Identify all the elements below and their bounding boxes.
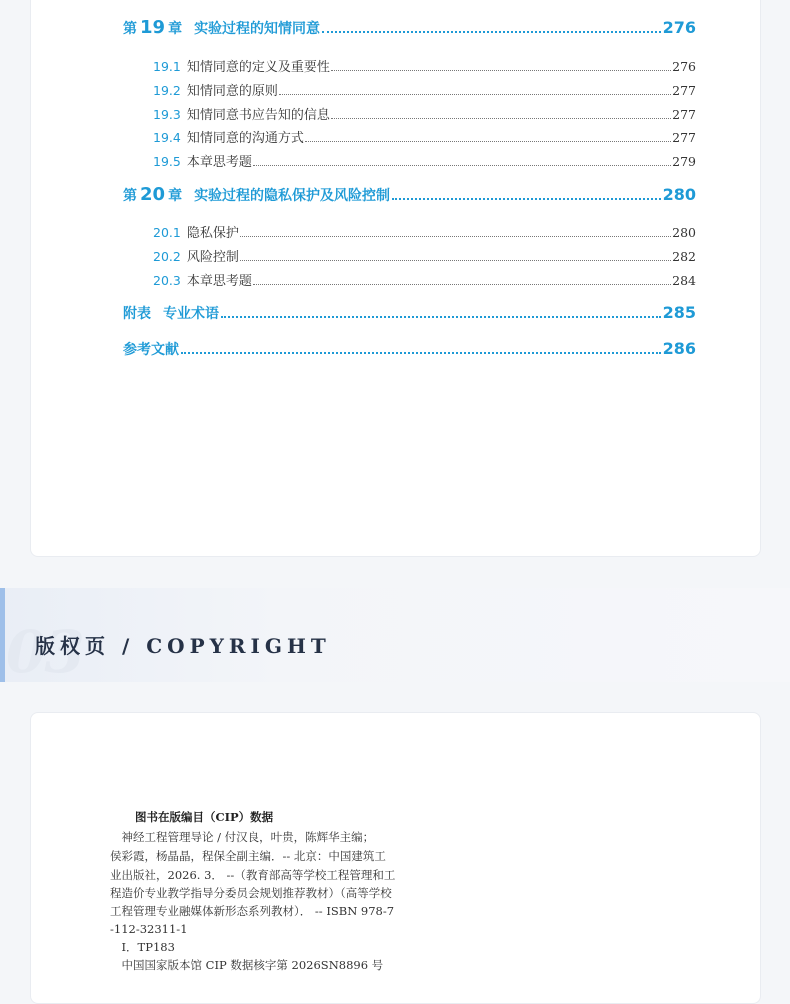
appendix-label: 附表 <box>123 306 151 322</box>
cip-heading: 图书在版编目（CIP）数据 <box>135 810 274 824</box>
appendix-title: 专业术语 <box>163 306 219 322</box>
chapter-suffix: 章 <box>168 21 183 37</box>
dot-leader <box>240 236 671 237</box>
section-title: 知情同意的原则 <box>186 84 278 99</box>
banner-title: 版权页 / COPYRIGHT <box>35 634 331 658</box>
toc-section[interactable] <box>153 151 696 170</box>
section-number: 20.3 <box>153 273 181 288</box>
section-page: 277 <box>672 130 696 145</box>
dot-leader <box>253 165 671 166</box>
section-title: 风险控制 <box>186 250 239 265</box>
dot-leader <box>240 260 671 261</box>
section-page: 280 <box>672 225 696 240</box>
toc-section[interactable] <box>153 104 696 123</box>
references-page: 286 <box>662 339 696 358</box>
section-number: 19.2 <box>153 83 181 98</box>
toc-references[interactable] <box>123 339 696 359</box>
chapter-prefix: 第 <box>123 21 137 37</box>
section-title: 本章思考题 <box>186 274 252 289</box>
cip-line: 业出版社，2026. 3． --（教育部高等学校工程管理和工 <box>110 868 396 882</box>
dot-leader <box>392 198 661 200</box>
toc-section[interactable] <box>153 127 696 146</box>
chapter-number: 20 <box>140 184 166 205</box>
section-number: 20.1 <box>153 225 181 240</box>
copyright-section-banner <box>0 588 790 686</box>
cip-line: 侯彩霞，杨晶晶，程保全副主编．-- 北京：中国建筑工 <box>110 849 386 863</box>
section-page: 282 <box>672 249 696 264</box>
cip-line: 神经工程管理导论 / 付汉良，叶贵，陈辉华主编； <box>110 830 375 844</box>
section-title: 隐私保护 <box>186 226 239 241</box>
chapter-title: 实验过程的知情同意 <box>194 21 321 37</box>
section-title: 知情同意书应告知的信息 <box>186 108 330 123</box>
dot-leader <box>305 141 671 142</box>
toc-section[interactable] <box>153 246 696 265</box>
chapter-page: 280 <box>662 185 696 204</box>
section-page: 276 <box>672 59 696 74</box>
section-number: 19.4 <box>153 130 181 145</box>
toc-section[interactable] <box>153 56 696 75</box>
chapter-number: 19 <box>140 17 166 38</box>
section-title: 知情同意的沟通方式 <box>186 131 304 146</box>
section-number: 19.5 <box>153 154 181 169</box>
section-number: 19.3 <box>153 107 181 122</box>
toc-chapter-19[interactable] <box>123 17 696 38</box>
chapter-prefix: 第 <box>123 188 137 204</box>
appendix-page: 285 <box>662 303 696 322</box>
cip-line: 工程管理专业融媒体新形态系列教材）． -- ISBN 978-7 <box>110 904 395 918</box>
section-number: 20.2 <box>153 249 181 264</box>
cip-line: -112-32311-1 <box>110 922 188 936</box>
banner-section-number: 03 <box>6 618 83 686</box>
toc-section[interactable] <box>153 222 696 241</box>
dot-leader <box>279 94 671 95</box>
section-page: 277 <box>672 107 696 122</box>
toc-section[interactable] <box>153 270 696 289</box>
toc-section[interactable] <box>153 80 696 99</box>
section-page: 279 <box>672 154 696 169</box>
references-title: 参考文献 <box>123 342 179 358</box>
section-title: 知情同意的定义及重要性 <box>186 60 330 75</box>
chapter-title: 实验过程的隐私保护及风险控制 <box>194 188 391 204</box>
dot-leader <box>322 31 661 33</box>
banner-accent-bar <box>0 588 5 682</box>
dot-leader <box>331 70 671 71</box>
cip-line: 程造价专业教学指导分委员会规划推荐教材）（高等学校 <box>110 886 392 900</box>
section-title: 本章思考题 <box>186 155 252 170</box>
chapter-page: 276 <box>662 18 696 37</box>
section-number: 19.1 <box>153 59 181 74</box>
cip-line: 中国国家版本馆 CIP 数据核字第 2026SN8896 号 <box>110 958 384 972</box>
toc-chapter-20[interactable] <box>123 184 696 205</box>
section-page: 284 <box>672 273 696 288</box>
dot-leader <box>181 352 661 354</box>
cip-line: Ⅰ．TP183 <box>110 940 175 954</box>
section-page: 277 <box>672 83 696 98</box>
chapter-suffix: 章 <box>168 188 183 204</box>
toc-appendix[interactable] <box>123 303 696 323</box>
dot-leader <box>331 118 671 119</box>
dot-leader <box>253 284 671 285</box>
dot-leader <box>221 316 661 318</box>
